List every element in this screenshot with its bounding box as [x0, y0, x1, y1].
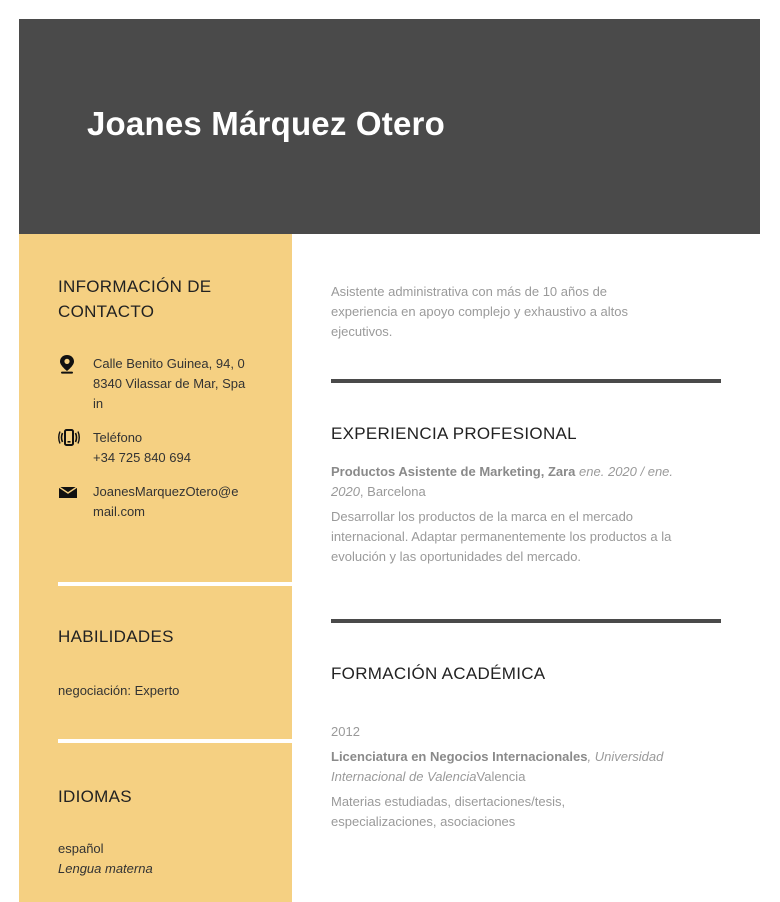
- sidebar-divider: [58, 739, 292, 743]
- education-degree: Licenciatura en Negocios Internacionales: [331, 749, 588, 764]
- contact-email-row: [58, 482, 258, 522]
- education-section-title: FORMACIÓN ACADÉMICA: [331, 664, 546, 683]
- contact-phone-block: [93, 428, 248, 468]
- education-entry-heading: [331, 747, 686, 787]
- experience-dates: ene. 2020 / ene. 2020: [331, 464, 674, 499]
- language-level: Lengua materna: [58, 861, 153, 876]
- education-city: Valencia: [476, 769, 526, 784]
- main-divider: [331, 379, 721, 383]
- education-institution: , Universidad Internacional de Valencia: [331, 749, 664, 784]
- skill-item: negociación: Experto: [58, 683, 180, 698]
- skills-section-title: HABILIDADES: [58, 627, 174, 646]
- location-pin-icon: [58, 354, 78, 374]
- contact-section-title: INFORMACIÓN DE CONTACTO: [58, 277, 212, 321]
- envelope-icon: [58, 482, 78, 502]
- contact-address-row: [58, 354, 258, 414]
- main-divider: [331, 619, 721, 623]
- experience-description: Desarrollar los productos de la marca en el mercado internacional. Adaptar permanentemente los productos a la evolución y las oportunidades del mercado.: [331, 509, 672, 564]
- education-year: 2012: [331, 724, 360, 739]
- language-name: español: [58, 841, 104, 856]
- phone-icon: [58, 428, 78, 448]
- contact-address: Calle Benito Guinea, 94, 08340 Vilassar de Mar, Spain: [93, 356, 246, 411]
- profile-summary: Asistente administrativa con más de 10 años de experiencia en apoyo complejo y exhaustivo a altos ejecutivos.: [331, 284, 629, 339]
- experience-section-title: EXPERIENCIA PROFESIONAL: [331, 424, 577, 443]
- experience-entry-heading: [331, 462, 686, 502]
- education-description: Materias estudiadas, disertaciones/tesis, especializaciones, asociaciones: [331, 794, 566, 829]
- contact-phone-row: [58, 428, 258, 468]
- sidebar: [19, 234, 292, 902]
- contact-phone-label: Teléfono: [93, 430, 143, 445]
- candidate-name: Joanes Márquez Otero: [87, 105, 445, 142]
- main-content: [331, 234, 721, 902]
- sidebar-divider: [58, 582, 292, 586]
- experience-location: , Barcelona: [359, 484, 426, 499]
- languages-section-title: IDIOMAS: [58, 787, 132, 806]
- resume-page: [19, 19, 760, 902]
- resume-header: [19, 19, 760, 234]
- experience-role-company: Productos Asistente de Marketing, Zara: [331, 464, 576, 479]
- contact-phone: +34 725 840 694: [93, 450, 191, 465]
- contact-email[interactable]: JoanesMarquezOtero@email.com: [93, 484, 239, 519]
